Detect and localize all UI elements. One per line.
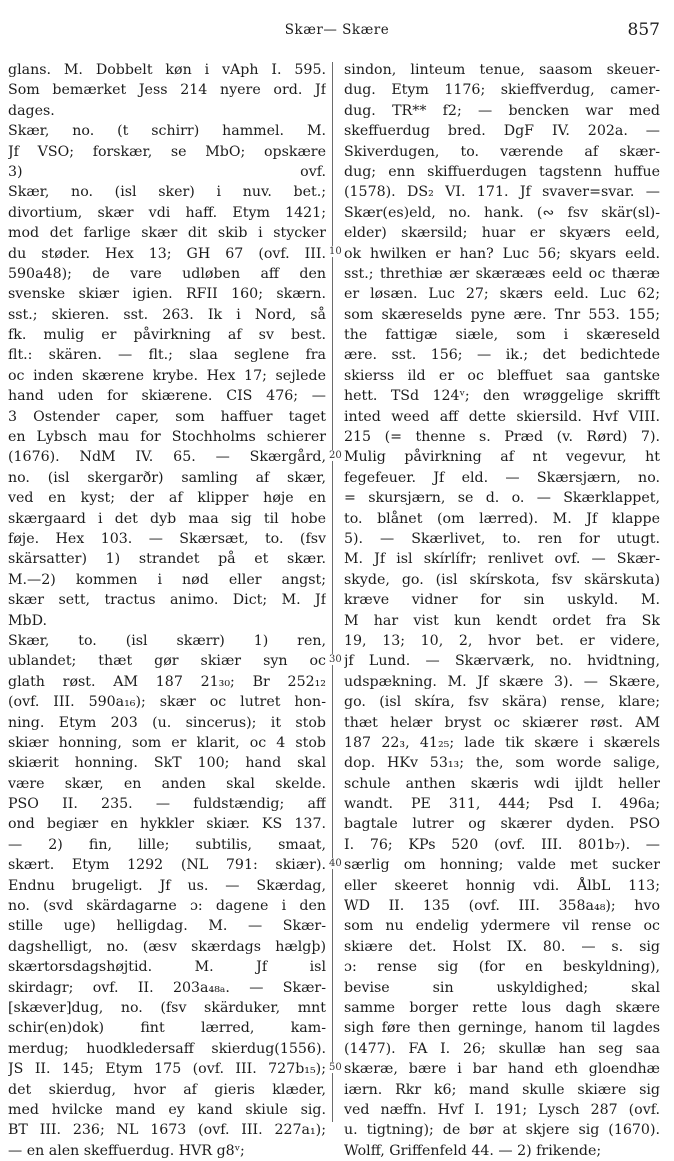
left-column-line: med hvilcke mand ey kand skiule sig. <box>8 1101 326 1118</box>
left-column-line: ning. Etym 203 (u. sincerus); it stob <box>8 714 326 731</box>
left-column-line: skirdagr; ovf. II. 203a₄₈ₐ. — Skær- <box>8 979 326 996</box>
left-column-line: divortium, skær vdi haff. Etym 1421; <box>8 204 326 221</box>
left-column-line: Skær, no. (isl sker) i nuv. bet.; <box>8 184 326 201</box>
left-column-line: svenske skiær igien. RFII 160; skærn. <box>8 286 326 303</box>
right-column-line: M har vist kun kendt ordet fra Sk <box>344 612 660 629</box>
right-column-line: to. blånet (om lærred). M. Jf klappe <box>344 510 660 527</box>
left-column-line: — 2) fin, lille; subtilis, smaat, <box>8 836 326 853</box>
right-column-line: 5). — Skærlivet, to. ren for utugt. <box>344 530 660 547</box>
right-column-line: I. 76; KPs 520 (ovf. III. 801b₇). — <box>344 836 660 853</box>
right-column-line: (1477). FA I. 26; skullæ han seg saa <box>344 1040 660 1057</box>
right-column-line: er løsæn. Luc 27; skærs eeld. Luc 62; <box>344 286 660 303</box>
right-column-line: thæt helær bryst oc skiærer røst. AM <box>344 714 660 731</box>
left-column-line: glans. M. Dobbelt køn i vAph I. 595. <box>8 62 326 78</box>
left-column-line: schir(en)dok) fint lærred, kam- <box>8 1020 326 1037</box>
right-column-line: sst.; threthiæ ær skærææs eeld oc thæræ <box>344 265 660 282</box>
left-column-line: skiærit honning. SkT 100; hand skal <box>8 755 326 772</box>
right-column-line: = skursjærn, se d. o. — Skærklappet, <box>344 490 660 507</box>
right-column-line: dug. Etym 1176; skieffverdug, camer- <box>344 82 660 99</box>
left-column-line: (1676). NdM IV. 65. — Skærgård, <box>8 449 326 466</box>
right-column-line: ok hwilken er han? Luc 56; skyars eeld. <box>344 245 660 262</box>
left-column-line: ond begiær en hykkler skiær. KS 137. <box>8 816 326 833</box>
right-column-line: Skiverdugen, to. værende af skær- <box>344 143 660 160</box>
right-column-line: Skær(es)eld, no. hank. (∾ fsv skär(sl)- <box>344 204 660 221</box>
left-column-line: fk. mulig er påvirkning af sv best. <box>8 327 326 344</box>
left-column-line: en Lybsch mau for Stochholms schierer <box>8 429 326 446</box>
right-column-line: skyde, go. (isl skírskota, fsv skärskuta) <box>344 571 660 588</box>
left-column-line: oc inden skærene krybe. Hex 17; sejlede <box>8 367 326 384</box>
right-column-line: inted weed aff dette skiersild. Hvf VIII. <box>344 408 660 425</box>
right-column-line: WD II. 135 (ovf. III. 358a₄₈); hvo <box>344 898 660 915</box>
left-column-line: — en alen skeffuerdug. HVR g8ᵛ; <box>8 1142 245 1159</box>
left-column-line: det skierdug, hvor af gieris klæder, <box>8 1081 326 1098</box>
left-column-line: være skær, en anden skal skelde. <box>8 775 326 792</box>
right-column-line: dug. TR** f2; — bencken war med <box>344 102 660 119</box>
left-column-line: skærtorsdagshøjtid. M. Jf isl <box>8 959 326 976</box>
right-column-line: bevise sin uskyldighed; skal <box>344 979 660 996</box>
left-column-line: Skær, to. (isl skærr) 1) ren, <box>8 632 326 649</box>
right-column <box>344 60 660 1161</box>
left-column-line: MbD. <box>8 612 47 629</box>
right-column-line: fegefeuer. Jf eld. — Skærsjærn, no. <box>344 469 660 486</box>
left-column-line: skiær honning, som er klarit, oc 4 stob <box>8 734 326 751</box>
right-column-line: go. (isl skíra, fsv skära) rense, klare; <box>344 694 660 711</box>
right-column-line: som skæreselds pyne ære. Tnr 553. 155; <box>344 306 660 323</box>
line-number-20: 20 <box>329 450 342 461</box>
column-rule <box>332 62 333 1122</box>
right-column-line: ære. sst. 156; — ik.; det bedichtede <box>344 347 660 364</box>
left-column-line: skært. Etym 1292 (NL 791: skiær). <box>8 857 326 874</box>
right-column-line: skeffuerdug bred. DgF IV. 202a. — <box>344 123 660 140</box>
left-column-line: du støder. Hex 13; GH 67 (ovf. III. <box>8 245 326 262</box>
left-column-line: Skær, no. (t schirr) hammel. M. <box>8 123 326 140</box>
left-column-line: ved en kyst; der af klipper høje en <box>8 490 326 507</box>
right-column-line: sigh føre then gerninge, hanom til lagdes <box>344 1020 660 1037</box>
left-column-line: sst.; skieren. sst. 263. Ik i Nord, så <box>8 306 326 323</box>
right-column-line: hett. TSd 124ᵛ; den wrøggelige skrifft <box>344 388 660 405</box>
right-column-line: iærn. Rkr k6; mand skulle skiære sig <box>344 1081 660 1098</box>
right-column-line: sindon, linteum tenue, saasom skeuer- <box>344 62 660 78</box>
left-column-line: 590a48); de vare udløben aff den <box>8 265 326 282</box>
left-column-line: JS II. 145; Etym 175 (ovf. III. 727b₁₅); <box>8 1061 326 1078</box>
right-column-line: dug; enn skiffuerdugen tagstenn huffue <box>344 163 660 180</box>
right-column-line: 19, 13; 10, 2, hvor bet. er videre, <box>344 632 660 649</box>
left-column-line: flt.: skären. — flt.; slaa seglene fra <box>8 347 326 364</box>
left-column-line: PSO II. 235. — fuldstændig; aff <box>8 796 326 813</box>
right-column-line: dop. HKv 53₁₃; the, som worde salige, <box>344 755 660 772</box>
right-column-line: udspækning. M. Jf skære 3). — Skære, <box>344 673 660 690</box>
left-column-line: ublandet; thæt gør skiær syn oc <box>8 653 326 670</box>
left-column-line: 3) ovf. <box>8 163 326 180</box>
right-column-line: 215 (= thenne s. Præd (v. Rørd) 7). <box>344 429 660 446</box>
line-number-10: 10 <box>329 246 342 257</box>
right-column-line: the fattigæ siæle, som i skæreseld <box>344 327 660 344</box>
left-column <box>8 60 326 1161</box>
left-column-line: merdug; huodkledersaff skierdug(1556). <box>8 1040 326 1057</box>
right-column-line: skiære det. Holst IX. 80. — s. sig <box>344 938 660 955</box>
right-column-line: ɔ: rense sig (for en beskyldning), <box>344 959 660 976</box>
left-column-line: dages. <box>8 102 55 119</box>
left-column-line: skärsatter) 1) strandet på et skær. <box>8 551 326 568</box>
left-column-line: Jf VSO; forskær, se MbO; opskære <box>8 143 326 160</box>
running-title: Skær— Skære <box>284 22 390 38</box>
right-column-line: skæræ, bære i bar hand eth gloendhæ <box>344 1061 660 1078</box>
left-column-line: M.—2) kommen i nød eller angst; <box>8 571 326 588</box>
left-column-line: (ovf. III. 590a₁₆); skær oc lutret hon- <box>8 694 326 711</box>
line-number-40: 40 <box>329 858 342 869</box>
right-column-line: jf Lund. — Skærværk, no. hvidtning, <box>344 653 660 670</box>
right-column-line: skierss ild er oc bleffuet saa gantske <box>344 367 660 384</box>
left-column-line: no. (svd skärdagarne ɔ: dagene i den <box>8 898 326 915</box>
line-number-30: 30 <box>329 654 342 665</box>
right-column-line: ved næffn. Hvf I. 191; Lysch 287 (ovf. <box>344 1101 660 1118</box>
page-number: 857 <box>627 20 660 40</box>
left-column-line: dagshelligt, no. (æsv skærdags hælgþ) <box>8 938 326 955</box>
left-column-line: Som bemærket Jess 214 nyere ord. Jf <box>8 82 326 99</box>
right-column-line: elder) skærsild; huar er skyærs eeld, <box>344 225 660 242</box>
right-column-line: bagtale lutrer og skærer dyden. PSO <box>344 816 660 833</box>
left-column-line: 3 Ostender caper, som haffuer taget <box>8 408 326 425</box>
right-column-line: som nu endelig ydermere vil rense oc <box>344 918 660 935</box>
left-column-line: føje. Hex 103. — Skærsæt, to. (fsv <box>8 530 326 547</box>
left-column-line: mod det farlige skær dit skib i stycker <box>8 225 326 242</box>
line-number-50: 50 <box>329 1062 342 1073</box>
right-column-line: samme borger rette lous dagh skære <box>344 999 660 1016</box>
left-column-line: no. (isl skergarðr) samling af skær, <box>8 469 326 486</box>
left-column-line: Endnu brugeligt. Jf us. — Skærdag, <box>8 877 326 894</box>
left-column-line: hand uden for skiærene. CIS 476; — <box>8 388 326 405</box>
left-column-line: skær sett, tractus animo. Dict; M. Jf <box>8 592 326 609</box>
right-column-line: kræve vidner for sin uskyld. M. <box>344 592 660 609</box>
left-column-line: stille uge) helligdag. M. — Skær- <box>8 918 326 935</box>
right-column-line: Mulig påvirkning af nt vegevur, ht <box>344 449 660 466</box>
running-header <box>0 20 674 44</box>
left-column-line: [skæver]dug, no. (fsv skärduker, mnt <box>8 999 326 1016</box>
right-column-line: Wolff, Griffenfeld 44. — 2) frikende; <box>344 1142 602 1159</box>
left-column-line: BT III. 236; NL 1673 (ovf. III. 227a₁); <box>8 1122 326 1139</box>
right-column-line: (1578). DS₂ VI. 171. Jf svaver=svar. — <box>344 184 660 201</box>
right-column-line: M. Jf isl skírlífr; renlivet ovf. — Skær- <box>344 551 660 568</box>
left-column-line: skærgaard i det dyb maa sig til hobe <box>8 510 326 527</box>
right-column-line: schule anthen skæris wdi ijldt heller <box>344 775 660 792</box>
right-column-line: wandt. PE 311, 444; Psd I. 496a; <box>344 796 660 813</box>
right-column-line: u. tigtning); de bør at skjere sig (1670). <box>344 1122 660 1139</box>
right-column-line: 187 22₃, 41₂₅; lade tik skære i skærels <box>344 734 660 751</box>
left-column-line: glath røst. AM 187 21₃₀; Br 252₁₂ <box>8 673 326 690</box>
right-column-line: eller skeeret honnig vdi. ÅlbL 113; <box>344 877 660 894</box>
right-column-line: særlig om honning; valde met sucker <box>344 857 660 874</box>
